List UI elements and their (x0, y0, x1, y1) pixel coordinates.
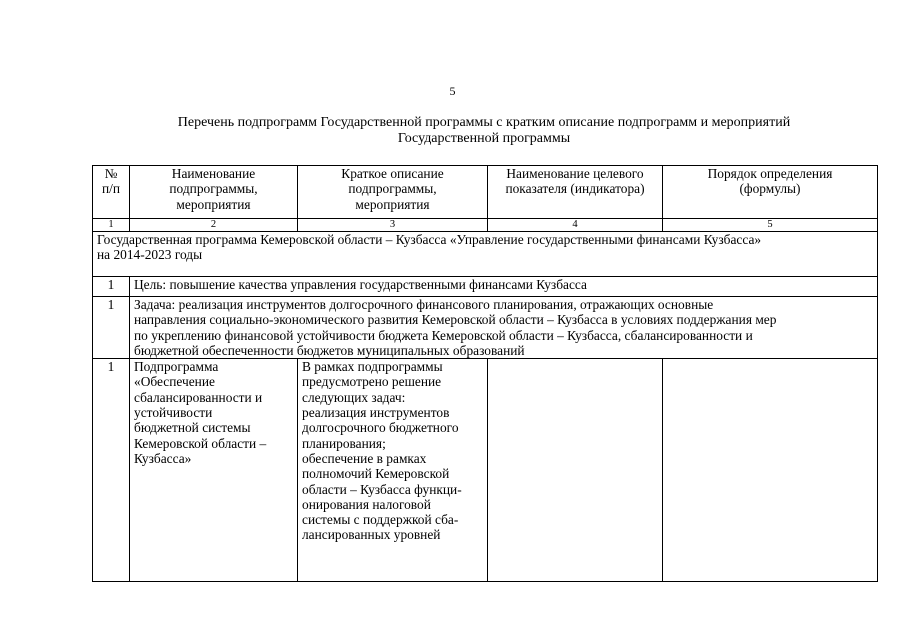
header-formula: Порядок определения (формулы) (663, 166, 878, 219)
header-subprogram-name: Наименование подпрограммы, мероприятия (130, 166, 298, 219)
document-title (92, 115, 876, 147)
document-title-line-2: Государственной программы (397, 131, 571, 146)
task-number: 1 (93, 297, 130, 359)
subprogram-row (93, 359, 878, 582)
column-number: 4 (488, 219, 663, 232)
task-row (93, 297, 878, 359)
task-text: Задача: реализация инструментов долгосрочного финансового планирования, отражающих основные направления социально-экономического развития Кемеровской области – Кузбасса в условиях поддержания мер по укреплению финансовой устойчивости бюджета Кемеровской области – Кузбасса, сбалансированности и бюджетной обеспеченности бюджетов муниципальных образований (130, 297, 878, 359)
subprogram-description: В рамках подпрограммы предусмотрено решение следующих задач: реализация инструментов долгосрочного бюджетного планирования; обеспечение в рамках полномочий Кемеровской области – Кузбасса функци- онирования налоговой системы с поддержкой сба- лансированных уровней (298, 359, 488, 582)
page-number: 5 (449, 84, 456, 98)
subprogram-number: 1 (93, 359, 130, 582)
subprogram-indicator (488, 359, 663, 582)
subprograms-table (92, 165, 878, 582)
column-number-row (93, 219, 878, 232)
document-title-line-1: Перечень подпрограмм Государственной программы с кратким описание подпрограмм и мероприятий (177, 115, 791, 130)
column-number: 3 (298, 219, 488, 232)
header-description: Краткое описание подпрограммы, мероприятия (298, 166, 488, 219)
column-number: 2 (130, 219, 298, 232)
table-header-row (93, 166, 878, 219)
subprogram-formula (663, 359, 878, 582)
goal-number: 1 (93, 277, 130, 297)
program-title-cell: Государственная программа Кемеровской области – Кузбасса «Управление государственными финансами Кузбасса» на 2014-2023 годы (93, 232, 878, 277)
goal-text: Цель: повышение качества управления государственными финансами Кузбасса (130, 277, 878, 297)
column-number: 5 (663, 219, 878, 232)
header-indicator: Наименование целевого показателя (индикатора) (488, 166, 663, 219)
program-row (93, 232, 878, 277)
subprogram-name: Подпрограмма «Обеспечение сбалансированности и устойчивости бюджетной системы Кемеровской области – Кузбасса» (130, 359, 298, 582)
goal-row (93, 277, 878, 297)
column-number: 1 (93, 219, 130, 232)
header-number: № п/п (93, 166, 130, 219)
